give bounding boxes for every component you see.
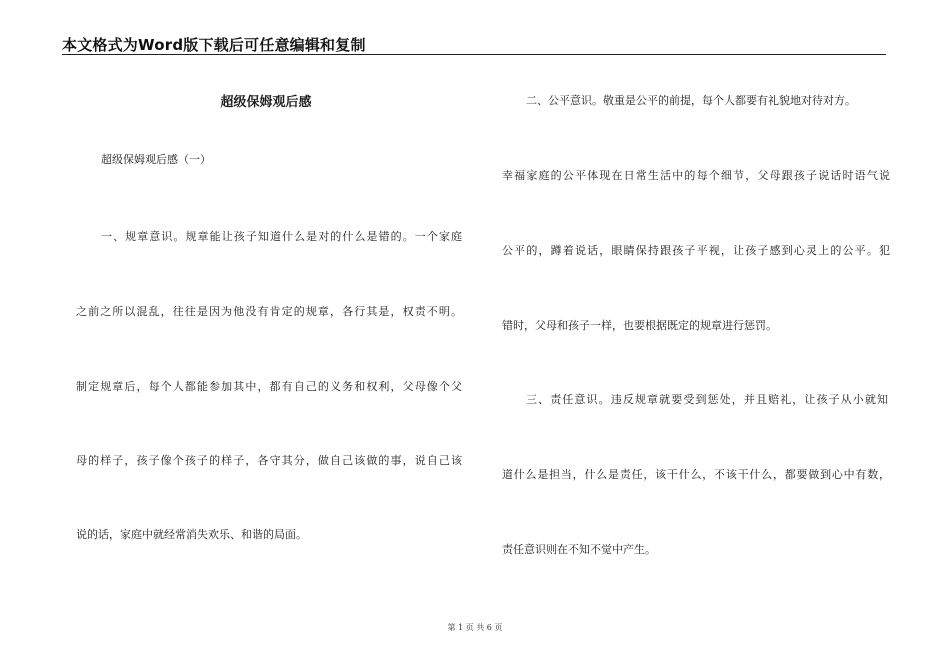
paragraph-line: 责任意识则在不知不觉中产生。: [502, 543, 656, 556]
paragraph-line: 道什么是担当，什么是责任，该干什么，不该干什么，都要做到心中有数，: [502, 468, 890, 481]
page-number: 第 1 页 共 6 页: [447, 623, 503, 632]
doc-title: 超级保姆观后感: [220, 95, 312, 110]
paragraph-line: 一、规章意识。规章能让孩子知道什么是对的什么是错的。一个家庭: [101, 230, 462, 243]
paragraph-line: 二、公平意识。敬重是公平的前提，每个人都要有礼貌地对待对方。: [526, 94, 856, 107]
paragraph-line: 幸福家庭的公平体现在日常生活中的每个细节，父母跟孩子说话时语气说: [502, 169, 890, 182]
paragraph-line: 错时，父母和孩子一样，也要根据既定的规章进行惩罚。: [502, 319, 777, 332]
paragraph-line: 说的话，家庭中就经常消失欢乐、和谐的局面。: [76, 528, 307, 541]
paragraph-line: 母的样子，孩子像个孩子的样子，各守其分，做自己该做的事，说自己该: [76, 454, 462, 467]
header-banner: 本文格式为Word版下载后可任意编辑和复制: [62, 36, 366, 54]
paragraph-line: 超级保姆观后感（一）: [101, 153, 211, 166]
paragraph-line: 之前之所以混乱，往往是因为他没有肯定的规章，各行其是，权责不明。: [76, 305, 462, 318]
paragraph-line: 制定规章后，每个人都能参加其中，都有自己的义务和权利，父母像个父: [76, 380, 462, 393]
paragraph-line: 公平的，蹲着说话，眼睛保持跟孩子平视，让孩子感到心灵上的公平。犯: [502, 244, 890, 257]
paragraph-line: 三、责任意识。违反规章就要受到惩处，并且赔礼，让孩子从小就知: [526, 393, 888, 406]
header-rule: [62, 54, 886, 55]
